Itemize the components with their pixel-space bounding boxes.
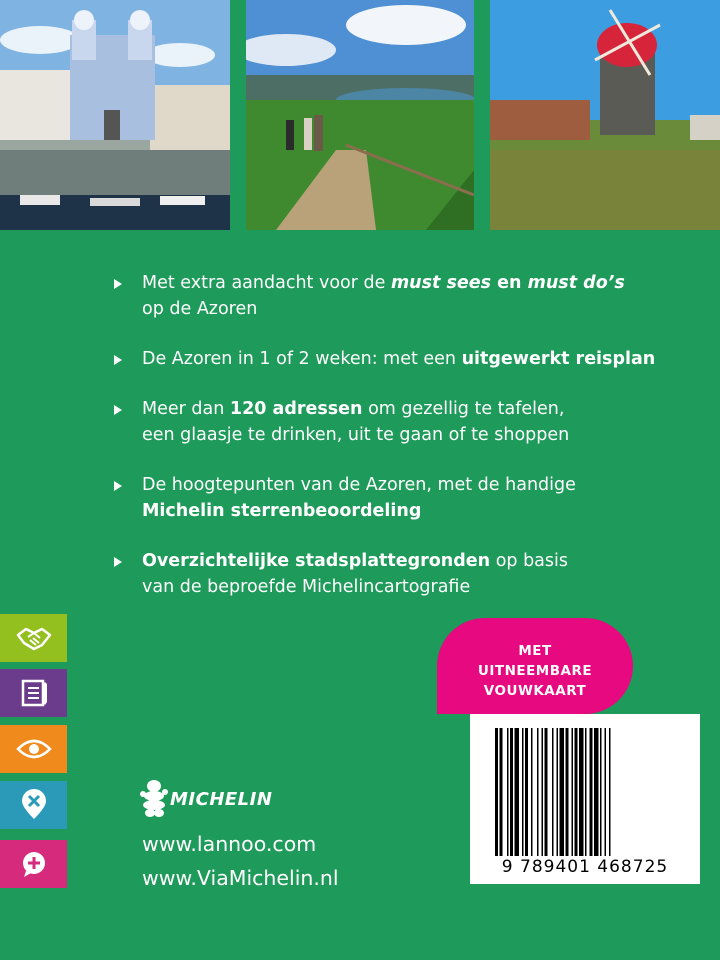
feature-item-plattegronden: Overzichtelijke stadsplattegronden op basis van de beproefde Michelincartografie [112, 548, 568, 600]
barcode-bar [495, 728, 498, 856]
barcode-bar [600, 728, 602, 856]
eye-tab [0, 725, 67, 773]
folding-map-badge: MET UITNEEMBARE VOUWKAART [437, 618, 633, 714]
feature-item-reisplan: De Azoren in 1 of 2 weken: met een uitgewerkt reisplan [112, 346, 655, 372]
handshake-tab [0, 614, 67, 662]
plus-bubble-tab [0, 840, 67, 888]
barcode-bar [560, 728, 565, 856]
azores-crater-lake-hikers-photo [246, 0, 474, 230]
barcode-bar [510, 728, 513, 856]
bibendum-icon [140, 778, 168, 818]
barcode-bar [609, 728, 611, 856]
barcode-bar [542, 728, 544, 856]
feature-item-adressen: Meer dan 120 adressen om gezellig te tafelen, een glaasje te drinken, uit te gaan of te shoppen [112, 396, 569, 448]
handshake-icon [16, 625, 52, 651]
barcode-bar [566, 728, 569, 856]
isbn-barcode [470, 714, 700, 884]
barcode-bar [522, 728, 524, 856]
azores-red-windmill-photo [490, 0, 720, 230]
michelin-logo [140, 776, 320, 820]
url-viamichelin[interactable]: www.ViaMichelin.nl [142, 866, 339, 890]
azores-harbor-church-photo [0, 0, 230, 230]
bullet-arrow-icon [114, 405, 122, 415]
bullet-arrow-icon [114, 355, 122, 365]
eye-icon [16, 737, 52, 761]
michelin-wordmark: MICHELIN [170, 789, 273, 810]
bullet-arrow-icon [114, 481, 122, 491]
barcode-bar [557, 728, 559, 856]
feature-item-must-sees: Met extra aandacht voor de must sees en must do’s op de Azoren [112, 270, 625, 322]
barcode-bar [590, 728, 593, 856]
barcode-number: 9 789401 468725 [501, 857, 669, 877]
barcode-bar [545, 728, 548, 856]
barcode-bar [500, 728, 503, 856]
barcode-bar [572, 728, 574, 856]
barcode-bars [495, 728, 675, 856]
barcode-bar [515, 728, 520, 856]
barcode-bar [575, 728, 578, 856]
barcode-bar [605, 728, 607, 856]
bullet-arrow-icon [114, 279, 122, 289]
barcode-bar [531, 728, 533, 856]
barcode-bar [507, 728, 509, 856]
notebook-icon [19, 678, 49, 708]
map-pin-x-icon [20, 789, 48, 821]
barcode-bar [525, 728, 528, 856]
bullet-arrow-icon [114, 557, 122, 567]
notebook-tab [0, 669, 67, 717]
barcode-bar [585, 728, 587, 856]
map-pin-tab [0, 781, 67, 829]
barcode-bar [537, 728, 539, 856]
barcode-bar [579, 728, 584, 856]
plus-bubble-icon [20, 850, 48, 878]
url-lannoo[interactable]: www.lannoo.com [142, 832, 317, 856]
barcode-bar [594, 728, 599, 856]
feature-item-hoogtepunten: De hoogtepunten van de Azoren, met de handige Michelin sterrenbeoordeling [112, 472, 576, 524]
barcode-bar [552, 728, 554, 856]
